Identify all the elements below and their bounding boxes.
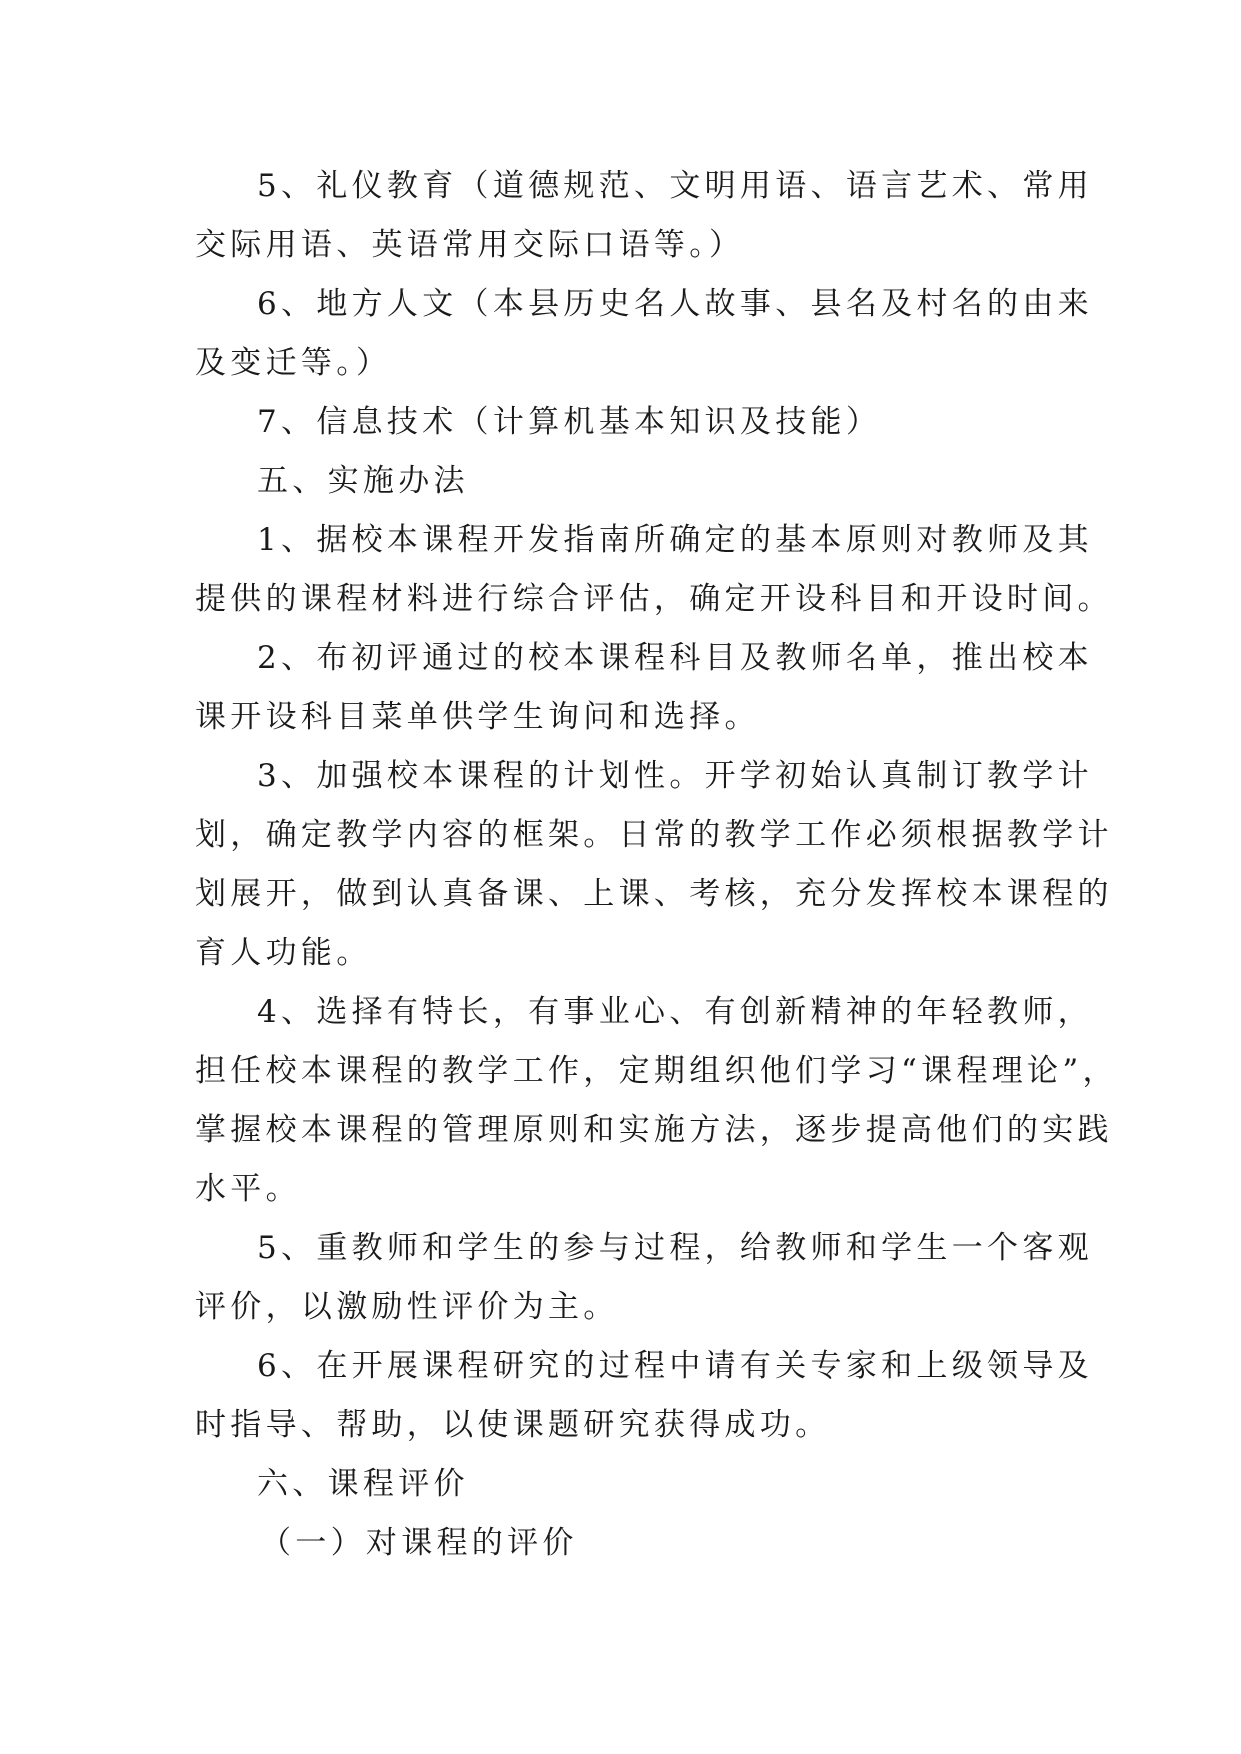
paragraph-line: 掌握校本课程的管理原则和实施方法，逐步提高他们的实践 [195, 1112, 1113, 1148]
paragraph-line: 划展开，做到认真备课、上课、考核，充分发挥校本课程的 [195, 876, 1113, 912]
paragraph-line: 7、信息技术（计算机基本知识及技能） [257, 404, 882, 440]
paragraph-line: 时指导、帮助，以使课题研究获得成功。 [195, 1407, 831, 1443]
paragraph-line: 育人功能。 [195, 935, 372, 971]
paragraph-line: 评价，以激励性评价为主。 [195, 1289, 619, 1325]
paragraph-line: 课开设科目菜单供学生询问和选择。 [195, 699, 760, 735]
paragraph-line: 5、重教师和学生的参与过程，给教师和学生一个客观 [257, 1230, 1093, 1266]
paragraph-line: 6、地方人文（本县历史名人故事、县名及村名的由来 [257, 286, 1093, 322]
subsection-heading: （一）对课程的评价 [260, 1525, 578, 1561]
paragraph-line: 3、加强校本课程的计划性。开学初始认真制订教学计 [257, 758, 1093, 794]
section-heading: 六、课程评价 [257, 1466, 469, 1502]
paragraph-line: 划，确定教学内容的框架。日常的教学工作必须根据教学计 [195, 817, 1113, 853]
paragraph-line: 5、礼仪教育（道德规范、文明用语、语言艺术、常用 [257, 168, 1093, 204]
section-heading: 五、实施办法 [257, 463, 469, 499]
paragraph-line: 交际用语、英语常用交际口语等。） [195, 227, 745, 263]
paragraph-line: 1、据校本课程开发指南所确定的基本原则对教师及其 [257, 522, 1093, 558]
paragraph-line: 4、选择有特长，有事业心、有创新精神的年轻教师， [257, 994, 1093, 1030]
paragraph-line: 6、在开展课程研究的过程中请有关专家和上级领导及 [257, 1348, 1093, 1384]
paragraph-line: 2、布初评通过的校本课程科目及教师名单，推出校本 [257, 640, 1093, 676]
paragraph-line: 及变迁等。） [195, 345, 392, 381]
paragraph-line: 水平。 [195, 1171, 301, 1207]
paragraph-line: 提供的课程材料进行综合评估，确定开设科目和开设时间。 [195, 581, 1113, 617]
paragraph-line: 担任校本课程的教学工作，定期组织他们学习“课程理论”， [195, 1053, 1118, 1089]
